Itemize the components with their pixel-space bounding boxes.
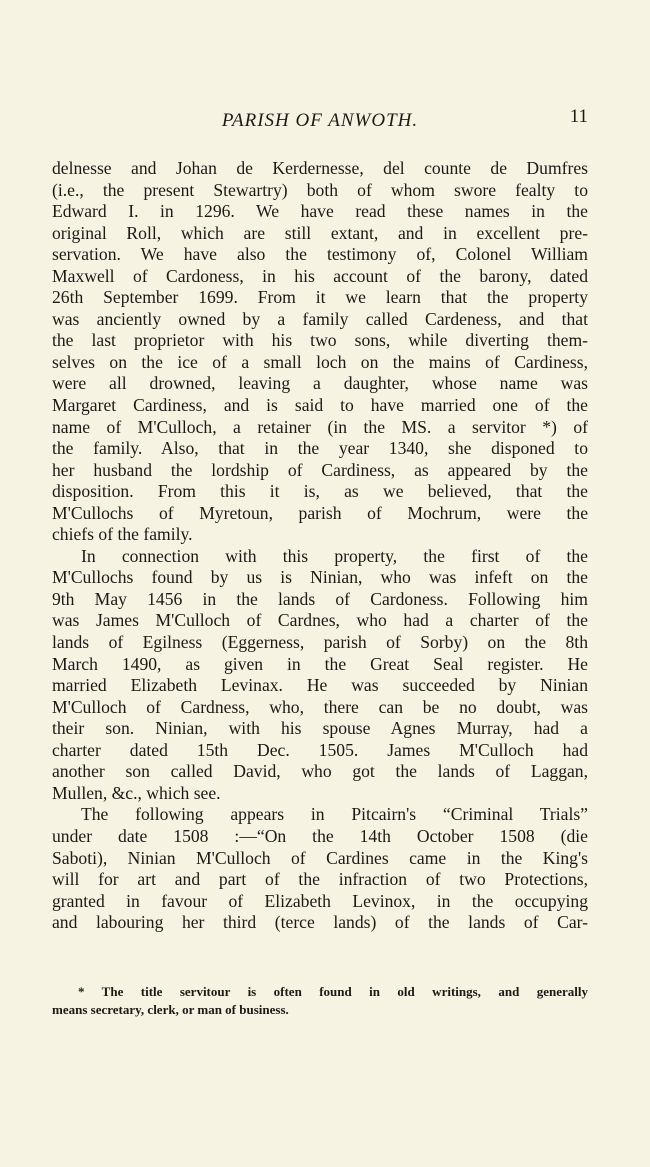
text-line: 9th May 1456 in the lands of Cardoness. Following him <box>52 588 588 609</box>
text-line: Margaret Cardiness, and is said to have married one of the <box>52 395 588 416</box>
footnote <box>52 983 588 1019</box>
text-line: original Roll, which are still extant, and in excellent pre- <box>52 222 588 243</box>
text-line: and labouring her third (terce lands) of the lands of Car- <box>52 912 588 933</box>
text-line: disposition. From this it is, as we believed, that the <box>52 481 588 502</box>
text-line: was James M'Culloch of Cardnes, who had a charter of the <box>52 610 588 631</box>
text-line: her husband the lordship of Cardiness, as appeared by the <box>52 459 588 480</box>
text-line: will for art and part of the infraction of two Protections, <box>52 869 588 890</box>
text-line: M'Cullochs found by us is Ninian, who was infeft on the <box>52 567 588 588</box>
paragraph-first-line: In connection with this property, the first of the <box>81 545 588 566</box>
text-line: the last proprietor with his two sons, while diverting them- <box>52 330 588 351</box>
text-line: under date 1508 :—“On the 14th October 1508 (die <box>52 825 588 846</box>
text-line: selves on the ice of a small loch on the mains of Cardiness, <box>52 351 588 372</box>
body-text <box>52 158 588 934</box>
text-line: their son. Ninian, with his spouse Agnes Murray, had a <box>52 718 588 739</box>
footnote-line: * The title servitour is often found in old writings, and generally <box>78 984 588 999</box>
text-line: was anciently owned by a family called Cardeness, and that <box>52 308 588 329</box>
text-line: 26th September 1699. From it we learn that the property <box>52 287 588 308</box>
text-line: married Elizabeth Levinax. He was succeeded by Ninian <box>52 675 588 696</box>
text-line: lands of Egilness (Eggerness, parish of Sorby) on the 8th <box>52 632 588 653</box>
paragraph-first-line: The following appears in Pitcairn's “Criminal Trials” <box>81 804 588 825</box>
text-line: Maxwell of Cardoness, in his account of the barony, dated <box>52 265 588 286</box>
text-line: charter dated 15th Dec. 1505. James M'Culloch had <box>52 739 588 760</box>
text-line: delnesse and Johan de Kerdernesse, del counte de Dumfres <box>52 158 588 178</box>
text-line: (i.e., the present Stewartry) both of whom swore fealty to <box>52 179 588 200</box>
text-line: another son called David, who got the lands of Laggan, <box>52 761 588 782</box>
running-title: PARISH OF ANWOTH. <box>221 110 419 131</box>
paragraph-last-line: Mullen, &c., which see. <box>52 782 221 803</box>
footnote-line: means secretary, clerk, or man of business. <box>52 1002 289 1017</box>
text-line: servation. We have also the testimony of, Colonel William <box>52 244 588 265</box>
text-line: name of M'Culloch, a retainer (in the MS. a servitor *) of <box>52 416 588 437</box>
text-line: were all drowned, leaving a daughter, whose name was <box>52 373 588 394</box>
text-line: granted in favour of Elizabeth Levinox, in the occupying <box>52 890 588 911</box>
text-line: March 1490, as given in the Great Seal register. He <box>52 653 588 674</box>
text-line: Edward I. in 1296. We have read these names in the <box>52 201 588 222</box>
text-line: Saboti), Ninian M'Culloch of Cardines came in the King's <box>52 847 588 868</box>
text-line: the family. Also, that in the year 1340, she disponed to <box>52 438 588 459</box>
running-head <box>52 106 588 140</box>
text-line: M'Culloch of Cardness, who, there can be no doubt, was <box>52 696 588 717</box>
paragraph-last-line: chiefs of the family. <box>52 524 193 545</box>
page-number: 11 <box>569 106 588 127</box>
text-line: M'Cullochs of Myretoun, parish of Mochrum, were the <box>52 502 588 523</box>
